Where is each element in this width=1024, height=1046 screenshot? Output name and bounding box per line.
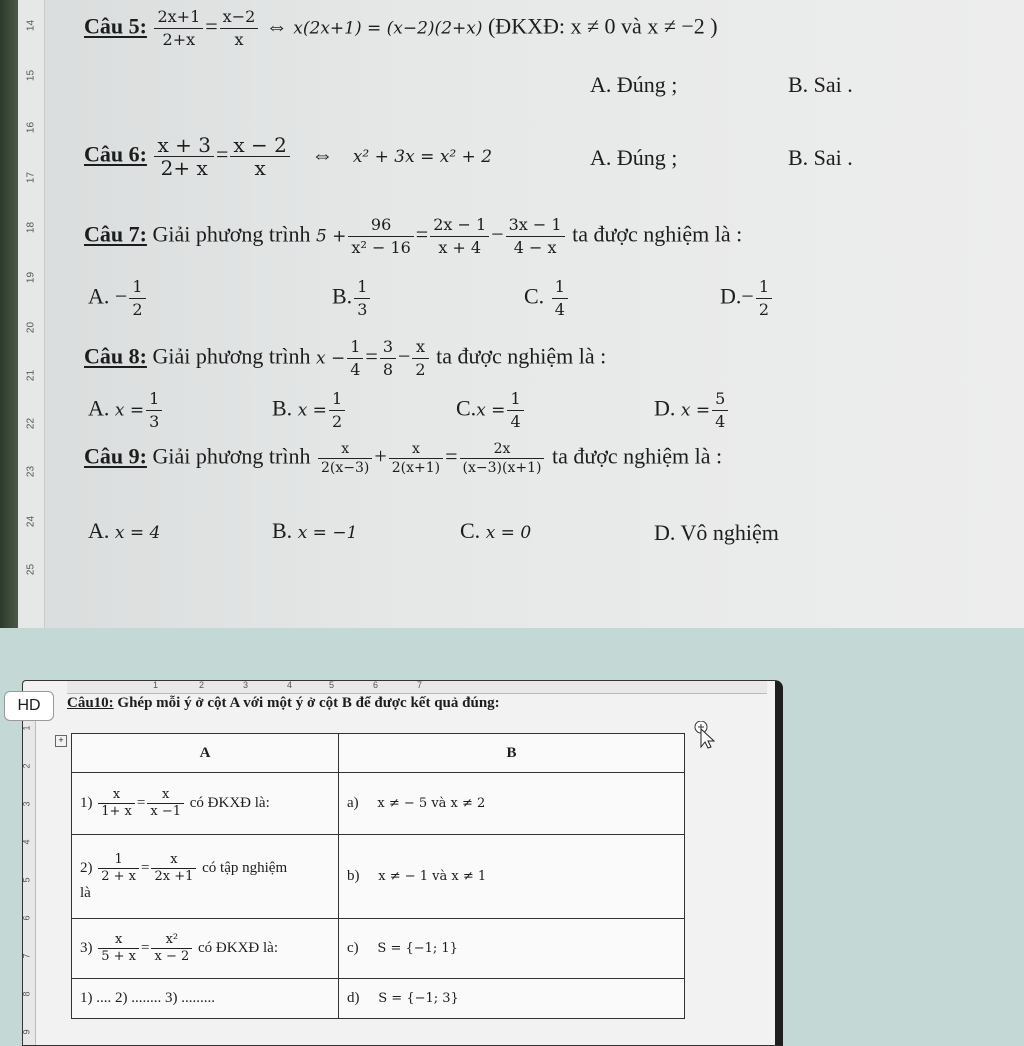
denominator: 2 <box>331 412 343 431</box>
plus-sign: + <box>374 443 387 469</box>
numerator: x <box>151 852 196 869</box>
question-label: Câu 5: <box>84 13 147 39</box>
fraction <box>552 276 568 321</box>
question-label: Câu 6: <box>84 141 147 167</box>
fraction <box>98 787 135 820</box>
numerator: 1 <box>552 276 568 299</box>
ruler-number: 5 <box>21 877 32 883</box>
fraction <box>712 388 728 433</box>
q9-option-d <box>654 520 779 546</box>
question-suffix: ta được nghiệm là : <box>572 221 743 247</box>
fraction <box>412 336 428 381</box>
numerator: x <box>98 787 135 804</box>
term: x = <box>114 400 145 421</box>
cell-a: 3) $\frac{x}{5 + x}$ = $\frac{\text{x²}}{x - 2}$ có ĐKXĐ là: <box>72 919 339 979</box>
table-row <box>72 773 685 835</box>
option-key: B. <box>272 395 293 421</box>
fraction <box>460 440 545 477</box>
denominator: 4 <box>554 300 565 319</box>
ruler-number: 5 <box>329 680 335 690</box>
cell-b <box>339 835 685 919</box>
question-prefix: Giải phương trình <box>152 221 311 247</box>
q5-option-a: A. Đúng ; <box>590 72 678 97</box>
option-key: A. <box>88 518 110 543</box>
question-text: Ghép mỗi ý ở cột A với một ý ở cột B để được kết quả đúng: <box>117 695 500 711</box>
denominator: x² − 16 <box>351 238 411 257</box>
cell-a <box>72 979 339 1019</box>
word-document-screenshot <box>22 680 783 1046</box>
cell-text: có ĐKXĐ là: <box>189 794 270 811</box>
ruler-number: 7 <box>417 680 423 690</box>
cell-text: có ĐKXĐ là: <box>198 939 278 956</box>
ruler-number: 2 <box>199 680 205 690</box>
term: x = <box>297 400 327 421</box>
ruler-number: 3 <box>243 680 249 690</box>
fraction <box>146 388 162 433</box>
numerator: 1 <box>347 336 363 359</box>
fraction <box>347 336 363 381</box>
ruler-number: 21 <box>25 369 37 382</box>
denominator: x −1 <box>150 804 181 819</box>
equals-sign: = <box>365 343 378 369</box>
vertical-ruler <box>23 693 36 1045</box>
cell-math: S = {−1; 1} <box>377 941 458 956</box>
fraction <box>348 214 413 259</box>
numerator: 1 <box>329 388 345 411</box>
question-5: Câu 5: $\frac{2x+1}{2+x}$ = $\frac{x-2}{x}$ ⇔ x(2x+1) = (x−2)(2+x) (ĐKXĐ: x ≠ 0 và x ≠ −2 ) <box>84 7 718 49</box>
option-key: B. <box>272 518 293 543</box>
denominator: 4 <box>715 412 726 431</box>
sign: − <box>114 283 128 309</box>
minus-sign: − <box>398 343 411 369</box>
term: 5 + <box>315 226 347 247</box>
hd-badge: HD <box>4 691 54 721</box>
q9-option-a <box>88 518 160 544</box>
question-label: Câu 9: <box>84 443 147 469</box>
numerator: 2x <box>460 440 545 459</box>
vertical-ruler <box>18 0 45 628</box>
fraction <box>230 134 289 179</box>
ruler-number: 7 <box>21 953 32 959</box>
column-header-b: B <box>339 734 685 773</box>
question-10 <box>67 695 500 712</box>
denominator: x + 4 <box>438 238 482 257</box>
option-key: A. <box>88 395 110 421</box>
equals-sign: = <box>415 221 429 247</box>
ruler-number: 22 <box>25 417 37 430</box>
denominator: 4 <box>510 412 521 431</box>
numerator: 5 <box>712 388 728 411</box>
ruler-number: 4 <box>21 839 32 845</box>
term: x − <box>315 348 346 369</box>
option-key: D. <box>654 520 676 545</box>
ruler-number: 17 <box>25 171 37 184</box>
ruler-number: 25 <box>25 563 37 576</box>
cell-math: x ≠ − 1 và x ≠ 1 <box>378 869 487 884</box>
question-label: Câu10: <box>67 695 114 711</box>
option-key: C. <box>456 395 477 421</box>
ruler-number: 2 <box>21 763 32 769</box>
numerator: x <box>318 440 372 459</box>
denominator: 1+ x <box>101 804 132 819</box>
numerator: 3x − 1 <box>506 214 565 237</box>
numerator: 1 <box>756 276 772 299</box>
denominator: 8 <box>382 360 393 379</box>
row-key: 3) <box>80 939 93 956</box>
question-label: Câu 7: <box>84 221 147 247</box>
fraction <box>506 214 565 259</box>
q8-option-c <box>456 388 526 433</box>
cell-a: 2) $\frac{1}{2 + x}$ = $\frac{x}{2x +1}$ có tập nghiệm là <box>72 835 339 919</box>
option-value: x = 4 <box>114 523 161 543</box>
denominator: 2 <box>415 360 426 379</box>
option-value: x = −1 <box>297 523 358 543</box>
sign: − <box>741 283 754 309</box>
fraction <box>98 852 139 885</box>
ruler-number: 4 <box>287 680 293 690</box>
denominator: 3 <box>357 300 368 319</box>
question-9 <box>84 440 722 477</box>
cell-text: có tập nghiệm <box>202 859 288 876</box>
equivalence-symbol: ⇔ <box>265 13 288 39</box>
fraction <box>507 388 523 433</box>
row-key: 1) <box>80 794 93 811</box>
ruler-number: 1 <box>153 680 159 690</box>
cell-math: S = {−1; 3} <box>378 991 459 1006</box>
row-key: c) <box>347 940 359 956</box>
denominator: 2 <box>758 300 769 319</box>
q6-option-a: A. Đúng ; <box>590 145 678 170</box>
question-prefix: Giải phương trình <box>152 443 311 469</box>
denominator: 2 <box>132 300 143 319</box>
denominator: x <box>254 156 266 180</box>
ruler-number: 24 <box>25 515 37 528</box>
equivalence-symbol: ⇔ <box>311 141 334 167</box>
table-row <box>72 835 685 919</box>
equation-expansion: x(2x+1) = (x−2)(2+x) <box>293 18 483 39</box>
numerator: x <box>389 440 443 459</box>
fraction <box>380 336 396 381</box>
fraction <box>329 388 345 433</box>
denominator: 2x +1 <box>154 868 194 884</box>
denominator: 2+ x <box>160 156 208 180</box>
q9-option-c <box>460 518 531 544</box>
fraction <box>151 852 196 885</box>
option-key: C. <box>460 518 481 543</box>
option-key: B. <box>332 283 353 309</box>
denominator: 4 <box>350 360 361 379</box>
numerator: 96 <box>348 214 413 237</box>
q7-option-a <box>88 276 148 321</box>
question-8 <box>84 336 606 381</box>
answer-blanks: 1) .... 2) ........ 3) ......... <box>80 990 215 1006</box>
fraction <box>756 276 772 321</box>
numerator: x² <box>151 932 192 949</box>
option-key: C. <box>524 283 545 309</box>
ruler-number: 14 <box>25 19 37 32</box>
denominator: 2(x+1) <box>391 460 441 476</box>
horizontal-ruler <box>67 681 767 694</box>
numerator: 1 <box>354 276 370 299</box>
ruler-number: 1 <box>21 725 32 731</box>
cell-math: x ≠ − 5 và x ≠ 2 <box>377 796 486 811</box>
numerator: x + 3 <box>154 134 213 157</box>
column-header-a: A <box>72 734 339 773</box>
fraction <box>98 932 139 965</box>
denominator: 3 <box>149 412 160 431</box>
ruler-number: 18 <box>25 221 37 234</box>
table-row <box>72 919 685 979</box>
numerator: 2x − 1 <box>430 214 489 237</box>
question-suffix: ta được nghiệm là : <box>436 343 607 369</box>
denominator: x − 2 <box>154 949 190 964</box>
q7-option-b <box>332 276 372 321</box>
numerator: 2x+1 <box>154 6 203 29</box>
numerator: x−2 <box>220 6 259 29</box>
question-label: Câu 8: <box>84 343 147 369</box>
table-move-handle-icon[interactable]: + <box>55 735 67 747</box>
denominator: 2 + x <box>101 868 137 884</box>
option-value: x = 0 <box>485 523 532 543</box>
ruler-number: 6 <box>373 680 379 690</box>
cell-b <box>339 773 685 835</box>
fraction <box>430 214 489 259</box>
question-7 <box>84 214 742 259</box>
numerator: x − 2 <box>230 134 289 157</box>
row-key: d) <box>347 990 360 1006</box>
denominator: (x−3)(x+1) <box>462 460 542 476</box>
question-6: Câu 6: $\frac{x + 3}{2+ x}$ = $\frac{x - 2}{x}$ ⇔ x² + 3x = x² + 2 <box>84 133 493 180</box>
minus-sign: − <box>491 221 504 247</box>
numerator: 1 <box>146 388 162 411</box>
fraction <box>389 440 443 477</box>
ruler-number: 20 <box>25 321 37 334</box>
fraction <box>147 787 184 820</box>
matching-table <box>71 733 685 1019</box>
ruler-number: 19 <box>25 271 37 284</box>
numerator: x <box>412 336 428 359</box>
denominator: 2+x <box>162 30 196 49</box>
denominator: x <box>234 30 244 49</box>
cell-b <box>339 979 685 1019</box>
cell-text: là <box>80 884 91 901</box>
denominator: 2(x−3) <box>320 460 370 476</box>
cell-a: 1) $\frac{x}{1+ x}$ = $\frac{x}{x -1}$ có ĐKXĐ là: <box>72 773 339 835</box>
fraction <box>154 134 213 179</box>
row-key: b) <box>347 868 360 884</box>
denominator: 5 + x <box>101 949 137 964</box>
ruler-number: 9 <box>21 1029 32 1035</box>
fraction <box>318 440 372 477</box>
numerator: x <box>147 787 184 804</box>
table-row <box>72 979 685 1019</box>
ruler-number: 6 <box>21 915 32 921</box>
q8-option-a <box>88 388 164 433</box>
mouse-cursor-icon <box>693 721 715 749</box>
ruler-number: 15 <box>25 69 37 82</box>
term: x = <box>476 400 506 421</box>
ruler-number: 16 <box>25 121 37 134</box>
option-key: D. <box>654 395 676 421</box>
q5-option-b: B. Sai . <box>788 72 853 97</box>
fraction <box>154 6 203 51</box>
denominator: 4 − x <box>513 238 557 257</box>
cell-b <box>339 919 685 979</box>
ruler-number: 3 <box>21 801 32 807</box>
fraction <box>129 276 145 321</box>
equation-expansion: x² + 3x = x² + 2 <box>352 146 493 167</box>
fraction <box>151 932 192 965</box>
fraction <box>354 276 370 321</box>
option-key: D. <box>720 283 742 309</box>
condition-text: (ĐKXĐ: x ≠ 0 và x ≠ −2 ) <box>487 13 718 39</box>
q6-option-b: B. Sai . <box>788 145 853 170</box>
q8-option-d <box>654 388 730 433</box>
numerator: 1 <box>98 852 139 869</box>
question-prefix: Giải phương trình <box>152 343 311 369</box>
option-key: A. <box>88 283 110 309</box>
q7-option-d <box>720 276 774 321</box>
q7-option-c <box>524 276 570 321</box>
row-key: 2) <box>80 859 93 876</box>
numerator: 3 <box>380 336 396 359</box>
q8-option-b <box>272 388 347 433</box>
option-value: Vô nghiệm <box>680 520 779 545</box>
q9-option-b <box>272 518 357 544</box>
numerator: 1 <box>129 276 145 299</box>
term: x = <box>680 400 711 421</box>
row-key: a) <box>347 795 359 811</box>
fraction <box>220 6 259 51</box>
numerator: x <box>98 932 139 949</box>
ruler-number: 8 <box>21 991 32 997</box>
question-suffix: ta được nghiệm là : <box>551 443 723 469</box>
numerator: 1 <box>507 388 523 411</box>
ruler-number: 23 <box>25 465 37 478</box>
page-edge <box>0 0 18 628</box>
equals-sign: = <box>445 443 458 469</box>
